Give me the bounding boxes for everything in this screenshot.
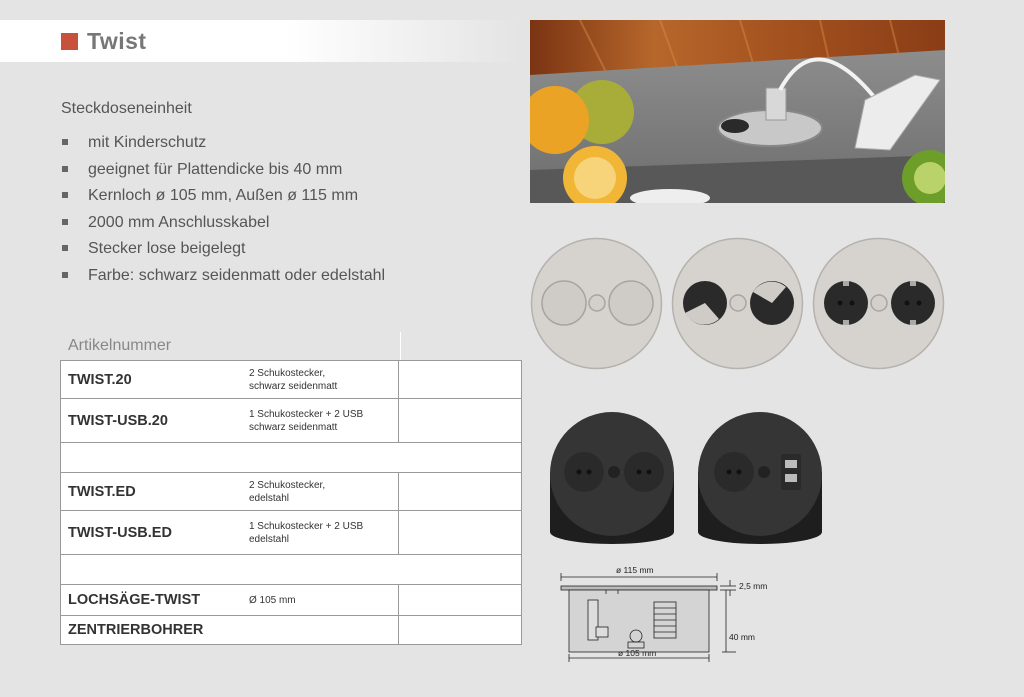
article-table xyxy=(60,360,522,645)
empty-cell xyxy=(398,616,521,645)
description-line: 1 Schukostecker + 2 USB xyxy=(248,520,364,532)
description-line: 2 Schukostecker, xyxy=(248,367,326,379)
description-line: schwarz seidenmatt xyxy=(248,380,338,392)
empty-cell xyxy=(398,585,521,616)
feature-item: 2000 mm Anschlusskabel xyxy=(61,212,385,239)
unit-height-label: 40 mm xyxy=(729,632,755,642)
feature-item: geeignet für Plattendicke bis 40 mm xyxy=(61,159,385,186)
article-code: TWIST.ED xyxy=(61,473,242,511)
spacer-cell xyxy=(61,443,522,473)
article-description xyxy=(242,473,398,511)
article-description xyxy=(242,361,398,399)
article-code: TWIST-USB.ED xyxy=(61,511,242,555)
article-code: LOCHSÄGE-TWIST xyxy=(61,585,242,616)
empty-cell xyxy=(398,399,521,443)
table-row xyxy=(61,585,522,616)
table-row xyxy=(61,361,522,399)
product-subtitle: Steckdoseneinheit xyxy=(61,100,192,117)
empty-cell xyxy=(398,511,521,555)
feature-list xyxy=(61,132,385,292)
spacer-cell xyxy=(61,555,522,585)
spacer-row xyxy=(61,555,522,585)
article-code: TWIST.20 xyxy=(61,361,242,399)
table-row xyxy=(61,399,522,443)
kitchen-countertop-photo xyxy=(530,20,945,203)
empty-cell xyxy=(398,473,521,511)
article-code: ZENTRIERBOHRER xyxy=(61,616,242,645)
article-description xyxy=(242,511,398,555)
table-row xyxy=(61,511,522,555)
article-code: TWIST-USB.20 xyxy=(61,399,242,443)
empty-cell xyxy=(398,361,521,399)
round-closed-icon xyxy=(530,237,663,370)
feature-item: Stecker lose beigelegt xyxy=(61,238,385,265)
inner-diameter-label: ø 105 mm xyxy=(618,648,657,658)
title-bar xyxy=(0,20,520,62)
title-accent-square xyxy=(61,33,78,50)
outer-diameter-label: ø 115 mm xyxy=(616,565,654,575)
description-line: edelstahl xyxy=(248,533,289,545)
page-title: Twist xyxy=(87,28,147,54)
article-description xyxy=(242,399,398,443)
feature-item: Kernloch ø 105 mm, Außen ø 115 mm xyxy=(61,185,385,212)
dimension-drawing xyxy=(556,562,786,667)
table-row xyxy=(61,616,522,645)
description-line: schwarz seidenmatt xyxy=(248,421,338,433)
table-row xyxy=(61,473,522,511)
feature-item: Farbe: schwarz seidenmatt oder edelstahl xyxy=(61,265,385,292)
round-open-icon xyxy=(812,237,945,370)
article-description xyxy=(242,616,398,645)
description-line: 2 Schukostecker, xyxy=(248,479,326,491)
description-line: edelstahl xyxy=(248,492,289,504)
article-number-header: Artikelnummer xyxy=(68,337,172,354)
rim-height-label: 2,5 mm xyxy=(739,581,768,591)
header-divider xyxy=(400,332,401,360)
description-line: 1 Schukostecker + 2 USB xyxy=(248,408,364,420)
article-table-header xyxy=(60,332,521,360)
article-description: Ø 105 mm xyxy=(242,585,398,616)
black-unit-2-schuko xyxy=(546,412,678,546)
feature-item: mit Kinderschutz xyxy=(61,132,385,159)
black-unit-schuko-usb xyxy=(694,412,826,546)
spacer-row xyxy=(61,443,522,473)
round-half-open-icon xyxy=(671,237,804,370)
